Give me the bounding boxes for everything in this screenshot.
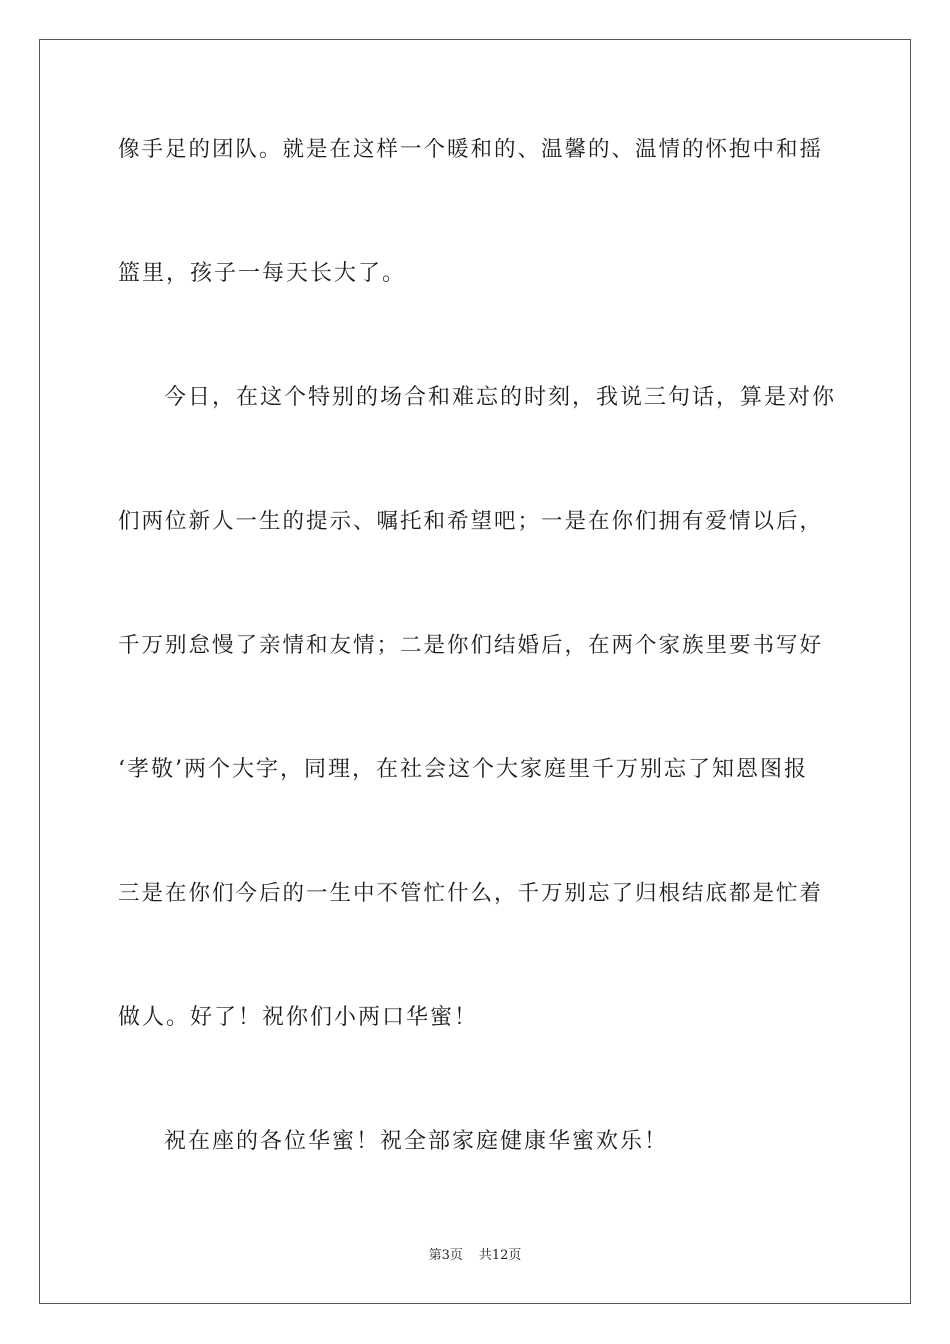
body-text-line-8: 做人。好了！祝你们小两口华蜜！ — [118, 1005, 479, 1030]
body-text-line-3: 今日，在这个特别的场合和难忘的时刻，我说三句话，算是对你 — [164, 385, 837, 410]
body-text-line-7: 三是在你们今后的一生中不管忙什么，千万别忘了归根结底都是忙着 — [118, 881, 824, 906]
body-text-line-6: ‘孝敬’两个大字，同理，在社会这个大家庭里千万别忘了知恩图报 — [118, 757, 808, 782]
body-text-line-1: 像手足的团队。就是在这样一个暖和的、温馨的、温情的怀抱中和摇 — [118, 137, 824, 162]
page-number: 第3页 — [428, 1248, 463, 1263]
page-frame — [39, 39, 911, 1304]
body-text-line-4: 们两位新人一生的提示、嘱托和希望吧；一是在你们拥有爱情以后， — [118, 509, 824, 534]
body-text-line-2: 篮里，孩子一每天长大了。 — [118, 261, 407, 286]
body-text-line-9: 祝在座的各位华蜜！祝全部家庭健康华蜜欢乐！ — [164, 1129, 669, 1154]
page-footer — [0, 1247, 950, 1265]
body-text-line-5: 千万别怠慢了亲情和友情；二是你们结婚后，在两个家族里要书写好 — [118, 633, 824, 658]
total-pages: 共12页 — [478, 1248, 522, 1263]
